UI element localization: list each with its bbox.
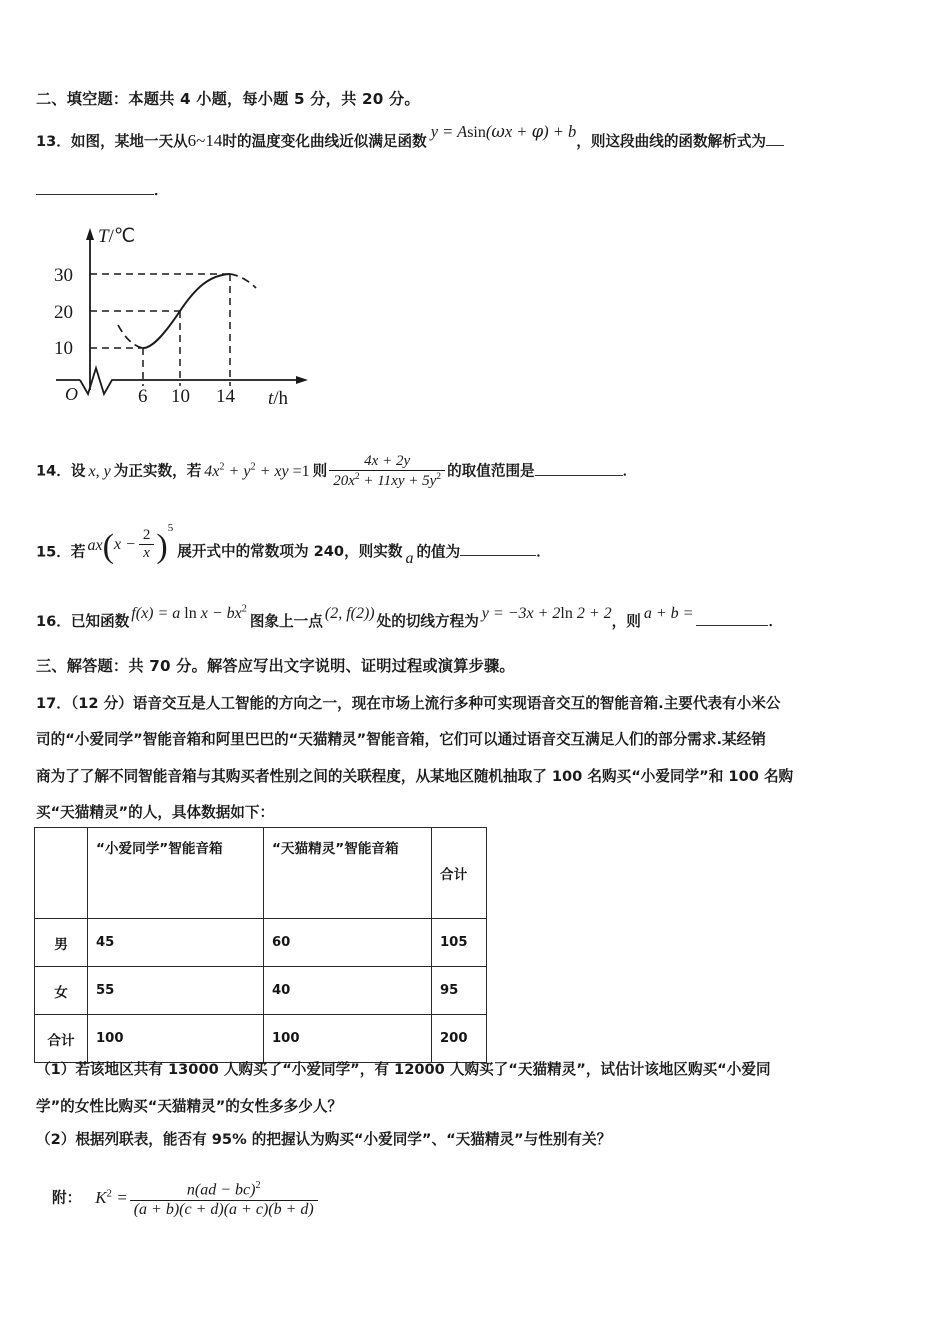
q15-blank-tail: ．: [536, 544, 551, 561]
curve-left-extension: [118, 325, 143, 348]
ytick-20: 20: [54, 302, 73, 323]
cell-female-total: 95: [432, 967, 487, 1015]
row-label-male: 男: [35, 919, 88, 967]
q15-text-c: 的值为: [416, 543, 461, 561]
q14-text-c: 则: [312, 462, 328, 480]
y-axis-label: T/℃: [98, 226, 136, 247]
q15-answer-blank[interactable]: [460, 555, 536, 556]
q15-text-b: 展开式中的常数项为 240，则实数: [177, 543, 403, 561]
table-corner-cell: [35, 828, 88, 919]
q16-answer-blank[interactable]: [696, 625, 768, 626]
q15-coefficient: ax: [87, 537, 103, 555]
xtick-6: 6: [138, 386, 148, 407]
q16-text-b: 图象上一点: [249, 613, 323, 630]
question-16: [36, 603, 783, 631]
temperature-curve-svg: [40, 218, 360, 410]
q15-frac-num: 2: [142, 527, 151, 543]
q17-formula-note: [52, 1180, 320, 1219]
q17-score: （12 分）: [70, 695, 133, 712]
q14-text-b: 为正实数，若: [113, 462, 202, 480]
q17-text-line1: 语音交互是人工智能的方向之一，现在市场上流行多种可实现语音交互的智能音箱.主要代表有小米公: [132, 695, 781, 712]
ytick-30: 30: [54, 265, 73, 286]
q17-number: 17．: [36, 695, 71, 712]
fu-label: 附：: [52, 1189, 82, 1207]
q14-number: 14．: [36, 462, 71, 480]
q14-vars: x, y: [88, 462, 111, 480]
q17-text-line4: 买“天猫精灵”的人，具体数据如下：: [36, 804, 275, 821]
k-squared-fraction: [130, 1180, 318, 1219]
contingency-table: [34, 827, 487, 1063]
cell-male-tianmao: 60: [264, 919, 432, 967]
paren-right: ): [156, 528, 168, 566]
row-label-total: 合计: [35, 1015, 88, 1063]
q16-number: 16．: [36, 613, 71, 630]
row-label-female: 女: [35, 967, 88, 1015]
question-13: [36, 122, 784, 151]
q14-frac-denominator: $20x^2 + 11xy + 5y^2$: [329, 470, 445, 490]
q16-blank-tail: ．: [768, 614, 783, 630]
q13-answer-blank[interactable]: [36, 194, 154, 195]
cell-total-tianmao: 100: [264, 1015, 432, 1063]
q17-text-line2: 司的“小爱同学”智能音箱和阿里巴巴的“天猫精灵”智能音箱，它们可以通过语音交互满足人们的部分需求.某经销: [36, 731, 766, 748]
table-col-header-total: 合计: [432, 828, 487, 919]
table-header-row: [35, 828, 487, 919]
q13-range-from: 6: [187, 131, 197, 150]
q13-range-to: 14: [205, 131, 223, 150]
q16-point: (2, f(2)): [324, 605, 375, 622]
table-row-female: [35, 967, 487, 1015]
q13-range-tilde: ~: [196, 131, 206, 150]
q13-text-a: 如图，某地一天从: [70, 133, 188, 150]
q17-sub2: （2）根据列联表，能否有 95% 的把握认为购买“小爱同学”、“天猫精灵”与性别有关？: [36, 1131, 612, 1148]
cell-female-xiaoai: 55: [88, 967, 264, 1015]
q13-answer-blank-inline[interactable]: [766, 145, 784, 146]
origin-label: O: [65, 384, 78, 404]
temperature-curve-figure: [40, 218, 360, 410]
q14-fraction: [329, 453, 445, 491]
q17-sub1-line1: （1）若该地区共有 13000 人购买了“小爱同学”，有 12000 人购买了“天猫精灵”，试估计该地区购买“小爱同: [36, 1061, 771, 1078]
q13-text-b: 时的温度变化曲线近似满足函数: [222, 133, 427, 150]
q14-text-a: 设: [70, 462, 86, 480]
cell-total-all: 200: [432, 1015, 487, 1063]
q16-text-d: ，则: [611, 613, 641, 630]
k-formula-denominator: (a + b)(c + d)(a + c)(b + d): [130, 1200, 318, 1220]
q15-power: 5: [167, 521, 174, 534]
q16-text-a: 已知函数: [70, 613, 130, 630]
q13-number: 13．: [36, 133, 71, 150]
q15-inner-left: x −: [113, 536, 136, 554]
q16-tangent-equation: y = −3x + 2ln 2 + 2: [481, 605, 612, 622]
q14-frac-numerator: 4x + 2y: [364, 453, 411, 469]
q15-inner-fraction: [139, 527, 155, 563]
ytick-10: 10: [54, 338, 73, 359]
q17-sub1-line2: 学”的女性比购买“天猫精灵”的女性多多少人？: [36, 1098, 343, 1115]
question-17-line1: [36, 692, 780, 713]
xtick-14: 14: [216, 386, 235, 407]
cell-total-xiaoai: 100: [88, 1015, 264, 1063]
cell-male-total: 105: [432, 919, 487, 967]
q13-text-c: ，则这段曲线的函数解析式为: [576, 133, 766, 150]
q15-frac-den: x: [139, 544, 155, 562]
paren-left: (: [102, 528, 114, 566]
table-row-male: [35, 919, 487, 967]
solve-section-heading: 三、解答题：共 70 分。解答应写出文字说明、证明过程或演算步骤。: [36, 657, 515, 675]
table-col-header-tianmao: “天猫精灵”智能音箱: [264, 828, 432, 919]
cell-male-xiaoai: 45: [88, 919, 264, 967]
q15-text-a: 若: [70, 543, 86, 561]
q16-result: a + b =: [643, 605, 694, 622]
question-15: [36, 521, 551, 572]
k-squared-symbol: $K^2$ =: [95, 1187, 128, 1207]
q13-answer-blank-line: [36, 180, 168, 200]
q16-function: f(x) = a $\ln x - bx^2$: [131, 603, 247, 622]
q14-blank-tail: ．: [622, 463, 637, 480]
x-axis-label: t/h: [268, 388, 289, 409]
q17-text-line3: 商为了了解不同智能音箱与其购买者性别之间的关联程度，从某地区随机抽取了 100 名购买“小爱同学”和 100 名购: [36, 768, 794, 785]
q13-blank-tail: ．: [154, 183, 168, 199]
q13-formula: y = Asin(ωx + φ) + b: [430, 122, 577, 141]
q14-condition: $4x^2 + y^2$ + xy =1: [204, 461, 310, 480]
xtick-10: 10: [171, 386, 190, 407]
curve-right-extension: [230, 274, 256, 288]
q15-number: 15．: [36, 543, 71, 561]
k-formula-numerator: n(ad − bc)$^2$: [186, 1180, 261, 1199]
fill-in-section-heading: 二、填空题：本题共 4 小题，每小题 5 分，共 20 分。: [36, 90, 420, 108]
q15-binomial: [102, 521, 174, 566]
cell-female-tianmao: 40: [264, 967, 432, 1015]
table-col-header-xiaoai: “小爱同学”智能音箱: [88, 828, 264, 919]
q14-answer-blank[interactable]: [535, 475, 623, 476]
table-row-total: [35, 1015, 487, 1063]
q14-text-d: 的取值范围是: [447, 462, 535, 480]
q15-variable: a: [405, 550, 414, 568]
q16-text-c: 处的切线方程为: [376, 613, 479, 630]
question-14: [36, 453, 637, 491]
